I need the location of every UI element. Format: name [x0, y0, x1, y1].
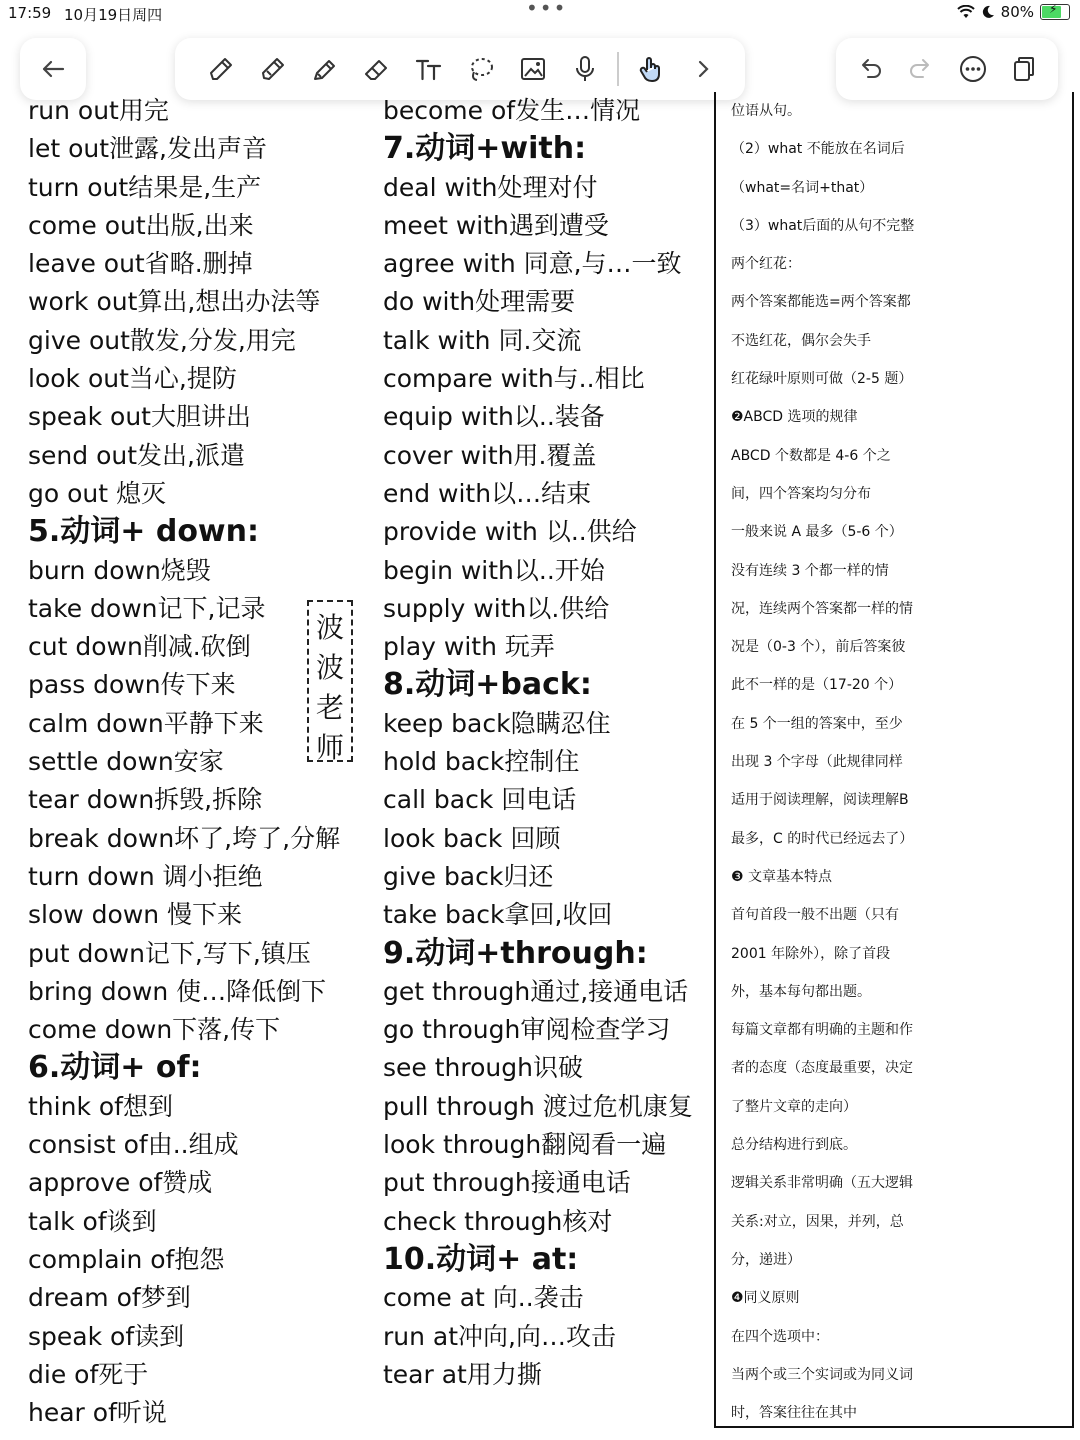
phrase-line: 在四个选项中： [731, 1328, 829, 1345]
phrase-line: die of死于 [28, 1359, 149, 1389]
lasso-icon[interactable] [455, 47, 507, 91]
phrase-line: think of想到 [28, 1091, 173, 1121]
phrase-line: deal with处理对付 [383, 172, 598, 202]
note-page[interactable] [0, 92, 1080, 1440]
phrase-line: 出现 3 个字母（此规律同样 [731, 754, 903, 771]
section-heading: 9.动词+through: [383, 935, 648, 971]
multitasking-dots-icon[interactable]: ••• [526, 0, 568, 20]
highlighter-icon[interactable] [299, 47, 351, 91]
phrase-line: break down坏了,垮了,分解 [28, 823, 341, 853]
phrase-line: ❸ 文章基本特点 [731, 868, 833, 885]
phrase-line: 没有连续 3 个都一样的情 [731, 562, 889, 579]
phrase-line: go out 熄灭 [28, 478, 167, 508]
phrase-line: begin with以..开始 [383, 555, 605, 585]
toolbar-right [836, 38, 1058, 100]
phrase-line: supply with以.供给 [383, 593, 610, 623]
phrase-line: tear at用力撕 [383, 1359, 542, 1389]
phrase-line: 况是（0-3 个），前后答案彼 [731, 639, 906, 656]
phrase-line: end with以…结束 [383, 478, 592, 508]
phrase-line: 当两个或三个实词或为同义词 [731, 1366, 913, 1383]
phrase-line: bring down 使…降低倒下 [28, 976, 327, 1006]
phrase-line: 此不一样的是（17-20 个） [731, 677, 903, 694]
phrase-line: become of发生…情况 [383, 96, 641, 125]
phrase-line: calm down平静下来 [28, 708, 264, 738]
phrase-line: 了整片文章的走向） [731, 1098, 857, 1115]
phrase-line: 红花绿叶原则可做（2-5 题） [731, 371, 913, 388]
phrase-line: compare with与..相比 [383, 364, 645, 394]
eraser-icon[interactable] [351, 47, 403, 91]
phrase-line: 外，基本每句都出题。 [731, 983, 871, 1000]
phrase-line: pull through 渡过危机康复 [383, 1091, 693, 1121]
phrase-line: call back 回电话 [383, 785, 577, 815]
phrase-line: speak out大胆讲出 [28, 402, 251, 432]
battery-icon: ⚡ [1040, 4, 1070, 20]
phrase-line: look out当心,提防 [28, 364, 237, 394]
seal-char: 老 [315, 691, 344, 724]
phrase-line: run out用完 [28, 96, 169, 125]
section-heading: 7.动词+with: [383, 131, 587, 167]
phrase-line: keep back隐瞒忍住 [383, 708, 611, 738]
moon-icon [981, 5, 995, 19]
phrase-line: take back拿回,收回 [383, 900, 613, 930]
phrase-line: approve of赞成 [28, 1168, 213, 1198]
status-time: 17:59 [8, 4, 52, 22]
phrase-line: ABCD 个数都是 4-6 个之 [731, 447, 891, 464]
phrase-line: meet with遇到遭受 [383, 210, 609, 240]
phrase-line: burn down烧毁 [28, 555, 211, 585]
phrase-line: 2001 年除外），除了首段 [731, 945, 891, 962]
phrase-line: 况，连续两个答案都一样的情 [731, 600, 913, 617]
chevron-right-icon[interactable] [677, 47, 729, 91]
phrase-line: cover with用.覆盖 [383, 440, 597, 470]
phrase-line: see through识破 [383, 1053, 583, 1083]
phrase-line: ❷ABCD 选项的规律 [731, 409, 858, 426]
microphone-icon[interactable] [559, 47, 611, 91]
teacher-seal [307, 600, 353, 762]
phrase-line: settle down安家 [28, 747, 224, 777]
phrase-line: leave out省略.删掉 [28, 249, 253, 279]
phrase-line: （what=名词+that） [731, 179, 874, 196]
more-icon[interactable] [947, 47, 999, 91]
phrase-line: talk of谈到 [28, 1206, 157, 1236]
undo-icon[interactable] [844, 47, 896, 91]
seal-char: 波 [315, 651, 344, 684]
pen-icon[interactable] [247, 47, 299, 91]
redo-icon[interactable] [896, 47, 948, 91]
phrase-line: 首句首段一般不出题（只有 [731, 907, 899, 924]
phrase-line: come down下落,传下 [28, 1015, 281, 1045]
phrase-line: hold back控制住 [383, 747, 580, 777]
section-heading: 10.动词+ at: [383, 1241, 579, 1277]
phrase-line: work out算出,想出办法等 [28, 287, 321, 317]
phrase-line: 分，递进） [731, 1251, 801, 1268]
phrase-line: run at冲向,向…攻击 [383, 1321, 616, 1351]
phrase-line: slow down 慢下来 [28, 900, 243, 930]
phrase-line: 总分结构进行到底。 [731, 1137, 857, 1154]
phrase-line: look through翻阅看一遍 [383, 1130, 667, 1160]
battery-percent: 80% [1000, 3, 1034, 21]
status-date: 10月19日周四 [64, 6, 163, 24]
phrase-line: put through接通电话 [383, 1168, 631, 1198]
phrase-line: 每篇文章都有明确的主题和作 [731, 1022, 913, 1039]
phrase-line: provide with 以..供给 [383, 517, 637, 547]
status-indicators [957, 3, 1070, 21]
section-heading: 8.动词+back: [383, 667, 592, 703]
phrase-line: give back归还 [383, 861, 554, 891]
image-icon[interactable] [507, 47, 559, 91]
pages-icon[interactable] [999, 47, 1051, 91]
toolbar-left [20, 38, 86, 100]
phrase-line: 最多，C 的时代已经远去了） [731, 830, 914, 847]
phrase-line: turn down 调小拒绝 [28, 861, 263, 891]
phrase-line: ❹同义原则 [731, 1290, 800, 1307]
phrase-line: speak of读到 [28, 1321, 185, 1351]
phrase-line: look back 回顾 [383, 823, 561, 853]
phrase-line: 一般来说 A 最多（5-6 个） [731, 524, 903, 541]
phrase-line: （3）what后面的从句不完整 [731, 217, 915, 234]
section-heading: 5.动词+ down: [28, 514, 260, 550]
phrase-line: 两个答案都能选=两个答案都 [731, 294, 911, 311]
phrase-line: tear down拆毁,拆除 [28, 785, 263, 815]
phrase-line: play with 玩弄 [383, 632, 555, 662]
exam-tips-box [714, 92, 1074, 1428]
phrase-line: come at 向..袭击 [383, 1283, 584, 1313]
toolbar-divider [617, 52, 619, 86]
phrase-line: 位语从句。 [731, 103, 801, 119]
phrase-line: put down记下,写下,镇压 [28, 938, 311, 968]
text-tool-icon[interactable] [403, 47, 455, 91]
phrase-line: equip with以..装备 [383, 402, 605, 432]
phrase-line: 在 5 个一组的答案中，至少 [731, 715, 903, 732]
phrase-line: turn out结果是,生产 [28, 172, 262, 202]
phrase-line: 不选红花，偶尔会失手 [731, 332, 871, 349]
phrase-line: 间，四个答案均匀分布 [731, 485, 871, 502]
phrase-line: cut down削减.砍倒 [28, 632, 251, 662]
seal-char: 师 [315, 731, 344, 764]
phrase-line: hear of听说 [28, 1398, 167, 1428]
phrase-line: give out散发,分发,用完 [28, 325, 296, 355]
phrase-line: agree with 同意,与…一致 [383, 249, 682, 279]
phrase-line: 两个红花： [731, 256, 801, 273]
status-bar [0, 0, 1080, 28]
phrase-line: send out发出,派遣 [28, 440, 245, 470]
phrase-line: let out泄露,发出声音 [28, 134, 267, 164]
back-icon[interactable] [27, 47, 79, 91]
phrase-line: do with处理需要 [383, 287, 576, 317]
phrase-line: take down记下,记录 [28, 593, 266, 623]
phrase-line: 逻辑关系非常明确（五大逻辑 [731, 1175, 913, 1192]
phrase-line: 关系:对立，因果，并列，总 [731, 1213, 904, 1230]
phrase-line: check through核对 [383, 1206, 613, 1236]
phrase-line: complain of抱怨 [28, 1244, 225, 1274]
section-heading: 6.动词+ of: [28, 1050, 202, 1086]
phrase-line: consist of由..组成 [28, 1130, 239, 1160]
column-out-down-of [28, 92, 358, 1432]
phrase-line: talk with 同.交流 [383, 325, 582, 355]
phrase-line: pass down传下来 [28, 670, 236, 700]
phrase-line: （2）what 不能放在名词后 [731, 141, 905, 158]
phrase-line: get through通过,接通电话 [383, 976, 689, 1006]
pencil-icon[interactable] [195, 47, 247, 91]
phrase-line: 适用于阅读理解，阅读理解B [731, 792, 909, 809]
phrase-line: 者的态度（态度最重要，决定 [731, 1060, 913, 1077]
drawing-toolbar [175, 38, 745, 100]
wifi-icon [957, 5, 975, 19]
seal-char: 波 [315, 611, 344, 644]
phrase-line: dream of梦到 [28, 1283, 191, 1313]
column-with-back-through-at [383, 92, 703, 1394]
phrase-line: come out出版,出来 [28, 210, 254, 240]
phrase-line: 时，答案往往在其中 [731, 1405, 857, 1422]
hand-pointer-icon[interactable] [625, 47, 677, 91]
phrase-line: go through审阅检查学习 [383, 1015, 671, 1045]
